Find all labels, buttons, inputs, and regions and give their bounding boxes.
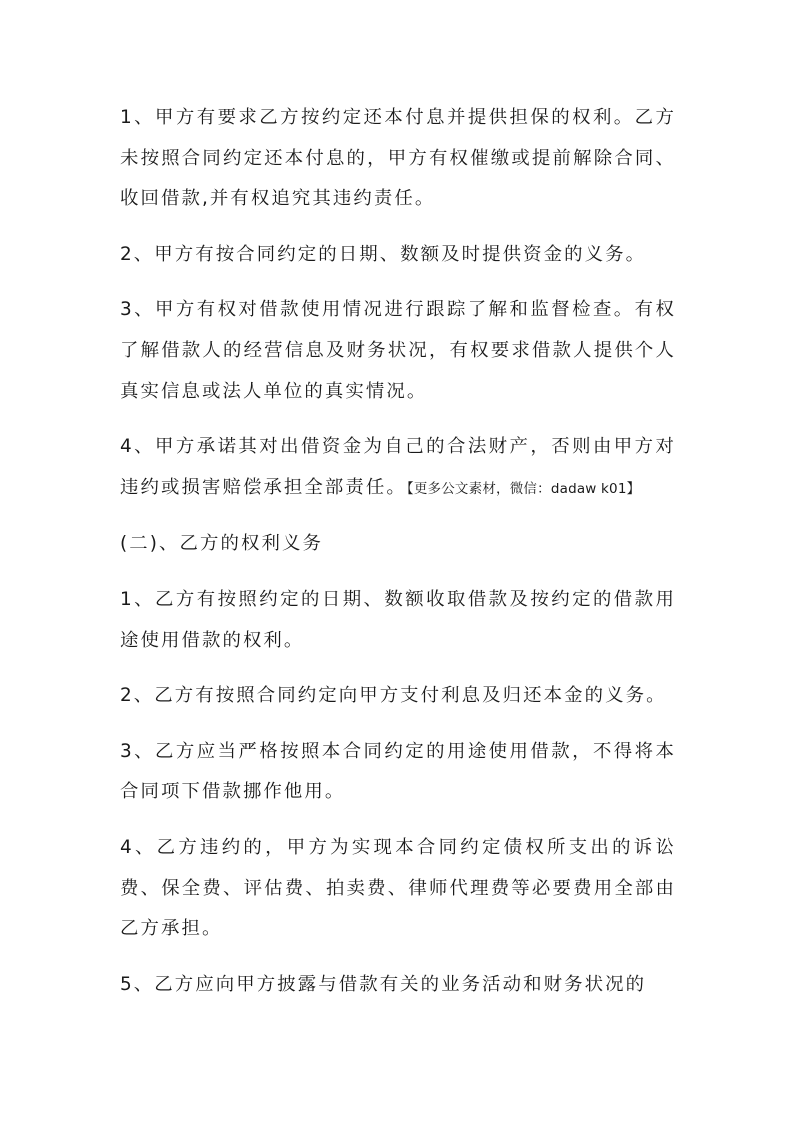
section-heading-text: (二)、乙方的权利义务 <box>120 533 323 555</box>
paragraph-7-text: 3、乙方应当严格按照本合同约定的用途使用借款，不得将本合同项下借款挪作他用。 <box>120 740 676 803</box>
paragraph-8-text: 4、乙方违约的，甲方为实现本合同约定债权所支出的诉讼费、保全费、评估费、拍卖费、律师代理费等必要费用全部由乙方承担。 <box>120 836 676 940</box>
paragraph-1 <box>120 98 676 220</box>
paragraph-9-text: 5、乙方应向甲方披露与借款有关的业务活动和财务状况的 <box>120 973 647 995</box>
section-heading <box>120 524 676 565</box>
paragraph-6-text: 2、乙方有按照合同约定向甲方支付利息及归还本金的义务。 <box>120 685 667 707</box>
paragraph-3 <box>120 290 676 412</box>
paragraph-3-text: 3、甲方有权对借款使用情况进行跟踪了解和监督检查。有权了解借款人的经营信息及财务状况，有权要求借款人提供个人真实信息或法人单位的真实情况。 <box>120 299 676 402</box>
paragraph-9 <box>120 965 676 1006</box>
paragraph-4-text: 4、甲方承诺其对出借资金为自己的合法财产，否则由甲方对违约或损害赔偿承担全部责任。 <box>120 436 676 498</box>
paragraph-6 <box>120 676 676 717</box>
paragraph-4 <box>120 427 676 509</box>
document-body <box>120 98 676 1020</box>
paragraph-1-text: 1、甲方有要求乙方按约定还本付息并提供担保的权利。乙方未按照合同约定还本付息的，甲方有权催缴或提前解除合同、收回借款,并有权追究其违约责任。 <box>120 107 676 210</box>
paragraph-5-text: 1、乙方有按照约定的日期、数额收取借款及按约定的借款用途使用借款的权利。 <box>120 588 676 651</box>
promo-note: 【更多公文素材，微信：dadaw k01】 <box>406 480 641 497</box>
paragraph-5 <box>120 580 676 661</box>
paragraph-2 <box>120 235 676 276</box>
paragraph-7 <box>120 732 676 813</box>
paragraph-2-text: 2、甲方有按合同约定的日期、数额及时提供资金的义务。 <box>120 243 647 265</box>
paragraph-8 <box>120 828 676 950</box>
